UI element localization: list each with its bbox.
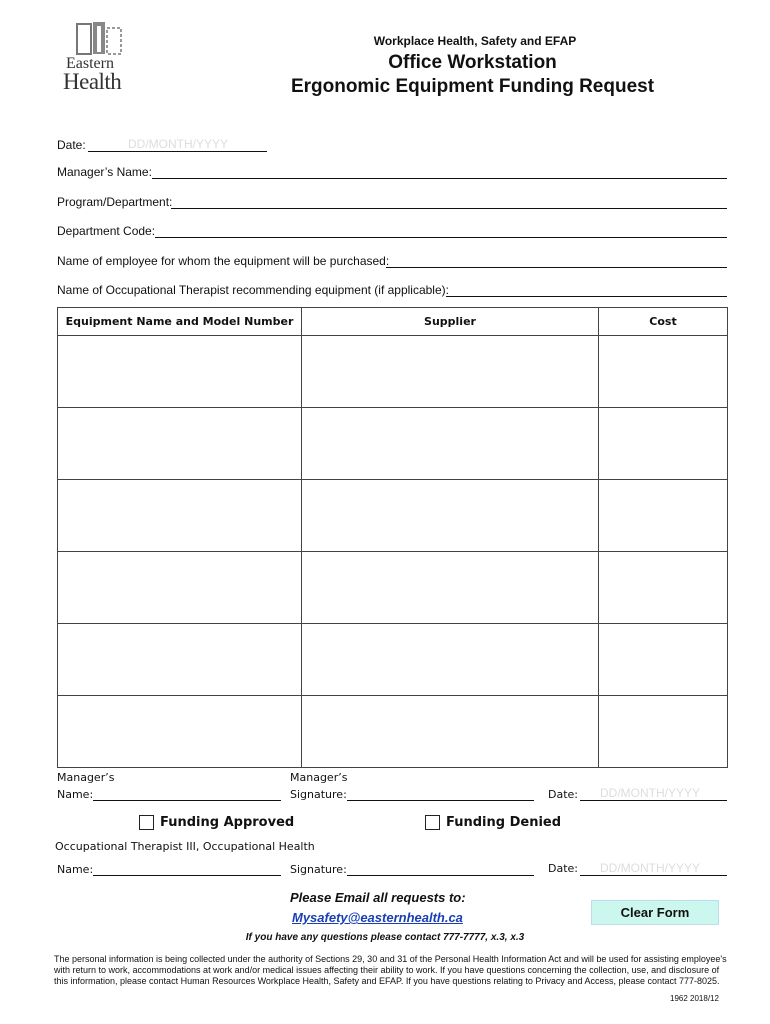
table-row bbox=[58, 336, 728, 408]
cost-cell[interactable] bbox=[599, 696, 728, 768]
email-link[interactable]: Mysafety@easternhealth.ca bbox=[292, 910, 463, 925]
equipment-table bbox=[57, 307, 728, 768]
dept-code-label: Department Code: bbox=[57, 224, 156, 238]
contact-note: If you have any questions please contact 777-7777, x.3, x.3 bbox=[245, 932, 525, 943]
ot-signature-label: Signature: bbox=[290, 863, 347, 876]
privacy-notice: The personal information is being collected under the authority of Sections 29, 30 and 31 of the Personal Health Information Act and will be used for assisting employee's with return to work, accommodations at work and/or medical issues affecting their ability to work. If you have questions concerning the collection, use, and disclosure of this information, please contact Human Resources Workplace Health, Safety and EFAP. If you have questions relating to Privacy and Access, please contact 777-8025. bbox=[54, 954, 727, 986]
col-header-supplier: Supplier bbox=[302, 308, 599, 336]
manager-name-field[interactable] bbox=[152, 164, 727, 179]
manager-signature-label-l2: Signature: bbox=[290, 788, 347, 801]
clear-form-button[interactable]: Clear Form bbox=[591, 900, 719, 925]
form-number: 1962 2018/12 bbox=[670, 994, 719, 1003]
logo-text-eastern: Eastern bbox=[66, 55, 114, 72]
funding-denied-checkbox[interactable] bbox=[425, 815, 440, 830]
table-row bbox=[58, 696, 728, 768]
supplier-cell[interactable] bbox=[302, 408, 599, 480]
supplier-cell[interactable] bbox=[302, 696, 599, 768]
email-instruction: Please Email all requests to: bbox=[290, 890, 466, 905]
org-name: Workplace Health, Safety and EFAP bbox=[373, 34, 577, 48]
table-row bbox=[58, 408, 728, 480]
ot-name-field[interactable] bbox=[93, 861, 281, 876]
table-row bbox=[58, 624, 728, 696]
ot-signature-field[interactable] bbox=[347, 861, 534, 876]
employee-label: Name of employee for whom the equipment will be purchased: bbox=[57, 254, 390, 268]
table-row bbox=[58, 552, 728, 624]
cost-cell[interactable] bbox=[599, 408, 728, 480]
funding-approved-checkbox[interactable] bbox=[139, 815, 154, 830]
page-title: Office Workstation bbox=[388, 52, 557, 73]
manager-date-placeholder: DD/MONTH/YYYY bbox=[600, 786, 701, 800]
employee-field[interactable] bbox=[386, 253, 727, 268]
funding-approved-label: Funding Approved bbox=[160, 815, 295, 830]
cost-cell[interactable] bbox=[599, 480, 728, 552]
equipment-cell[interactable] bbox=[58, 552, 302, 624]
manager-signature-label-l1: Manager’s bbox=[290, 771, 348, 784]
manager-name-label-l2: Name: bbox=[57, 788, 94, 801]
ot-field[interactable] bbox=[446, 282, 727, 297]
dept-code-field[interactable] bbox=[155, 223, 727, 238]
funding-denied-label: Funding Denied bbox=[446, 815, 562, 830]
page-subtitle: Ergonomic Equipment Funding Request bbox=[290, 76, 655, 97]
equipment-cell[interactable] bbox=[58, 480, 302, 552]
ot-name-label: Name: bbox=[57, 863, 94, 876]
equipment-cell[interactable] bbox=[58, 408, 302, 480]
manager-name-sign-field[interactable] bbox=[93, 786, 281, 801]
date-placeholder: DD/MONTH/YYYY bbox=[128, 137, 229, 151]
supplier-cell[interactable] bbox=[302, 336, 599, 408]
col-header-equipment: Equipment Name and Model Number bbox=[58, 308, 302, 336]
program-field[interactable] bbox=[171, 194, 727, 209]
manager-name-label: Manager’s Name: bbox=[57, 165, 152, 179]
cost-cell[interactable] bbox=[599, 552, 728, 624]
cost-cell[interactable] bbox=[599, 624, 728, 696]
equipment-cell[interactable] bbox=[58, 336, 302, 408]
logo-text-health: Health bbox=[63, 69, 122, 94]
cost-cell[interactable] bbox=[599, 336, 728, 408]
supplier-cell[interactable] bbox=[302, 624, 599, 696]
ot-label: Name of Occupational Therapist recommending equipment (if applicable): bbox=[57, 283, 449, 297]
equipment-cell[interactable] bbox=[58, 624, 302, 696]
program-label: Program/Department: bbox=[57, 195, 173, 209]
supplier-cell[interactable] bbox=[302, 552, 599, 624]
manager-date-label: Date: bbox=[548, 788, 578, 801]
manager-name-label-l1: Manager’s bbox=[57, 771, 115, 784]
ot-date-placeholder: DD/MONTH/YYYY bbox=[600, 861, 701, 875]
col-header-cost: Cost bbox=[599, 308, 728, 336]
equipment-cell[interactable] bbox=[58, 696, 302, 768]
date-label: Date: bbox=[57, 138, 86, 152]
ot-date-label: Date: bbox=[548, 862, 578, 875]
supplier-cell[interactable] bbox=[302, 480, 599, 552]
table-row bbox=[58, 480, 728, 552]
ot-title: Occupational Therapist III, Occupational Health bbox=[55, 840, 315, 853]
manager-signature-field[interactable] bbox=[347, 786, 534, 801]
